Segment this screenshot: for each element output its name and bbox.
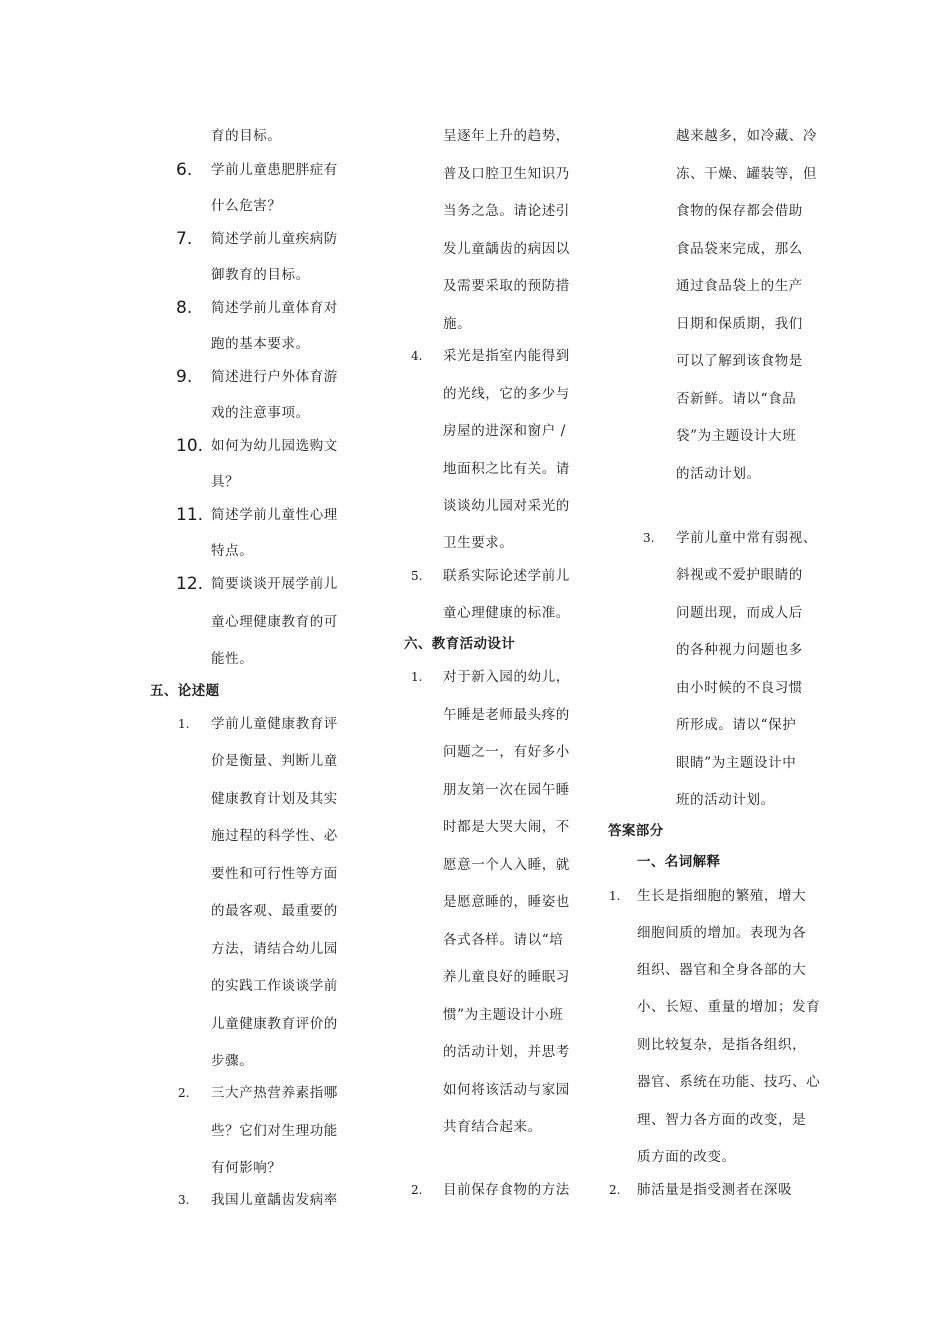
q11-line: 简述学前儿童性心理 (211, 507, 338, 523)
design-2-line: 否新鲜。请以“食品 (676, 391, 797, 407)
essay-1-line: 儿童健康教育评价的 (211, 1016, 338, 1032)
essay-1-line: 的实践工作谈谈学前 (211, 978, 338, 994)
answer-2-number: 2. (609, 1183, 621, 1197)
design-1-line: 共育结合起来。 (443, 1119, 542, 1135)
essay-4-line: 谈谈幼儿园对采光的 (443, 498, 570, 514)
design-2-number: 2. (411, 1183, 423, 1197)
answer-1-line: 理、智力各方面的改变，是 (637, 1112, 807, 1128)
design-2-line: 袋”为主题设计大班 (676, 428, 797, 444)
essay-3-number: 3. (178, 1193, 190, 1207)
essay-1-line: 健康教育计划及其实 (211, 791, 338, 807)
q8-number: 8. (176, 298, 193, 318)
section-heading-activity-design: 六、教育活动设计 (404, 636, 516, 652)
essay-3-line: 我国儿童龋齿发病率 (211, 1192, 338, 1208)
essay-5-number: 5. (411, 569, 423, 583)
design-1-line: 是愿意睡的，睡姿也 (443, 894, 570, 910)
q8-line: 简述学前儿童体育对 (211, 300, 338, 316)
design-2-line: 通过食品袋上的生产 (676, 278, 803, 294)
design-1-line: 对于新入园的幼儿， (443, 669, 570, 685)
essay-1-line: 施过程的科学性、必 (211, 828, 338, 844)
q6-number: 6. (176, 160, 193, 180)
design-1-line: 惯”为主题设计小班 (443, 1007, 564, 1023)
answer-1-line: 小、长短、重量的增加；发育 (637, 999, 821, 1015)
essay-4-number: 4. (411, 349, 423, 363)
q7-line: 御教育的目标。 (211, 267, 310, 283)
design-3-line: 班的活动计划。 (676, 792, 775, 808)
essay-3-line: 普及口腔卫生知识乃 (443, 166, 570, 182)
essay-1-line: 价是衡量、判断儿童 (211, 753, 338, 769)
essay-3-line: 及需要采取的预防措 (443, 278, 570, 294)
q10-line: 如何为幼儿园选购文 (211, 438, 338, 454)
answer-2-line: 肺活量是指受测者在深吸 (637, 1182, 793, 1198)
design-2-line: 冻、干燥、罐装等，但 (676, 166, 817, 182)
design-3-line: 由小时候的不良习惯 (676, 680, 803, 696)
essay-2-line: 有何影响？ (211, 1160, 282, 1176)
q12-number: 12. (176, 574, 204, 594)
answers-heading: 答案部分 (608, 823, 664, 839)
q7-line: 简述学前儿童疾病防 (211, 231, 338, 247)
essay-1-number: 1. (178, 717, 190, 731)
design-1-line: 朋友第一次在园午睡 (443, 782, 570, 798)
design-3-line: 的各种视力问题也多 (676, 642, 803, 658)
design-1-line: 养儿童良好的睡眠习 (443, 969, 570, 985)
q10-number: 10. (176, 436, 204, 456)
essay-3-line: 当务之急。请论述引 (443, 203, 570, 219)
q9-number: 9. (176, 367, 193, 387)
q6-line: 学前儿童患肥胖症有 (211, 162, 338, 178)
design-3-line: 问题出现，而成人后 (676, 605, 803, 621)
design-3-line: 斜视或不爱护眼睛的 (676, 567, 803, 583)
essay-4-line: 卫生要求。 (443, 535, 514, 551)
answer-1-line: 器官、系统在功能、技巧、心 (637, 1074, 821, 1090)
q9-line: 戏的注意事项。 (211, 405, 310, 421)
design-1-line: 如何将该活动与家园 (443, 1082, 570, 1098)
design-2-line: 的活动计划。 (676, 466, 761, 482)
essay-5-line: 童心理健康的标准。 (443, 605, 570, 621)
design-1-line: 时都是大哭大闹，不 (443, 819, 570, 835)
design-1-line: 愿意一个人入睡，就 (443, 857, 570, 873)
essay-3-line: 呈逐年上升的趋势， (443, 128, 570, 144)
design-2-line: 越来越多，如冷藏、冷 (676, 128, 817, 144)
section-heading-essay: 五、论述题 (150, 683, 220, 699)
essay-1-line: 步骤。 (211, 1053, 254, 1069)
answer-1-line: 细胞间质的增加。表现为各 (637, 925, 807, 941)
design-3-number: 3. (643, 531, 655, 545)
design-3-line: 眼睛”为主题设计中 (676, 755, 797, 771)
design-2-line: 食物的保存都会借助 (676, 203, 803, 219)
design-2-line: 日期和保质期，我们 (676, 316, 803, 332)
essay-2-number: 2. (178, 1086, 190, 1100)
answer-1-line: 生长是指细胞的繁殖，增大 (637, 888, 807, 904)
q9-line: 简述进行户外体育游 (211, 369, 338, 385)
q11-line: 特点。 (211, 543, 254, 559)
essay-5-line: 联系实际论述学前儿 (443, 568, 570, 584)
essay-1-line: 方法，请结合幼儿园 (211, 941, 338, 957)
design-3-line: 学前儿童中常有弱视、 (676, 530, 817, 546)
essay-2-line: 些？它们对生理功能 (211, 1123, 338, 1139)
design-1-line: 午睡是老师最头疼的 (443, 707, 570, 723)
q12-line: 童心理健康教育的可 (211, 614, 338, 630)
design-2-line: 食品袋来完成，那么 (676, 241, 803, 257)
q7-number: 7. (176, 229, 193, 249)
q5-continuation: 育的目标。 (211, 128, 282, 144)
essay-4-line: 的光线，它的多少与 (443, 386, 570, 402)
essay-1-line: 的最客观、最重要的 (211, 903, 338, 919)
q6-line: 什么危害？ (211, 198, 282, 214)
design-2-line: 可以了解到该食物是 (676, 353, 803, 369)
essay-3-line: 施。 (443, 316, 472, 332)
answer-1-line: 组织、器官和全身各部的大 (637, 962, 807, 978)
design-3-line: 所形成。请以“保护 (676, 717, 797, 733)
essay-4-line: 地面积之比有关。请 (443, 461, 570, 477)
design-1-line: 问题之一，有好多小 (443, 744, 570, 760)
q8-line: 跑的基本要求。 (211, 336, 310, 352)
design-1-line: 的活动计划，并思考 (443, 1044, 570, 1060)
answer-1-number: 1. (609, 889, 621, 903)
essay-1-line: 要性和可行性等方面 (211, 866, 338, 882)
q12-line: 能性。 (211, 651, 254, 667)
essay-4-line: 采光是指室内能得到 (443, 348, 570, 364)
answers-subheading: 一、名词解释 (637, 854, 721, 870)
answer-1-line: 质方面的改变。 (637, 1149, 736, 1165)
design-1-number: 1. (411, 670, 423, 684)
essay-2-line: 三大产热营养素指哪 (211, 1085, 338, 1101)
q12-line: 简要谈谈开展学前儿 (211, 576, 338, 592)
essay-4-line: 房屋的进深和窗户 / (443, 423, 566, 439)
design-1-line: 各式各样。请以“培 (443, 932, 564, 948)
q11-number: 11. (176, 505, 204, 525)
q10-line: 具？ (211, 474, 240, 490)
design-2-line: 目前保存食物的方法 (443, 1182, 570, 1198)
essay-3-line: 发儿童龋齿的病因以 (443, 241, 570, 257)
answer-1-line: 则比较复杂，是指各组织， (637, 1037, 807, 1053)
essay-1-line: 学前儿童健康教育评 (211, 716, 338, 732)
